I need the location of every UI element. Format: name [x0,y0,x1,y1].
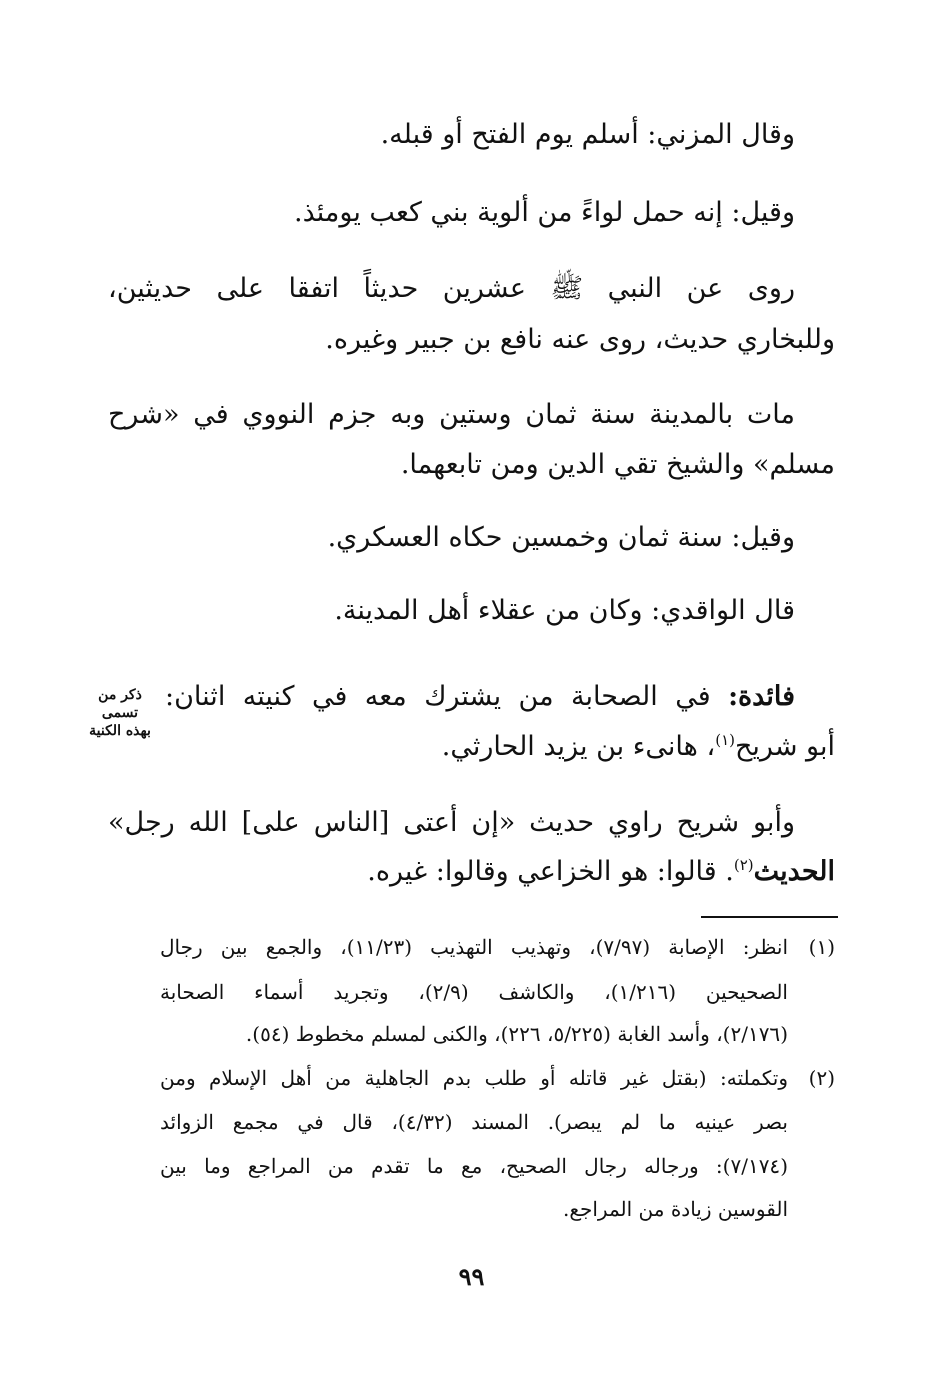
body-line-5: مات بالمدينة سنة ثمان وستين وبه جزم النووي في «شرح [108,399,795,430]
body-line-4: وللبخاري حديث، روى عنه نافع بن جبير وغيره. [325,324,835,355]
benefit-label: فائدة: [728,681,795,712]
footnote-1-line-2: الصحيحين (١/٢١٦)، والكاشف (٢/٩)، وتجريد أسماء الصحابة [160,980,788,1004]
footnote-2-number: (٢) [808,1066,835,1090]
body-line-10 [442,730,835,764]
body-line-10-rest: ، هانىء بن يزيد الحارثي. [441,731,716,762]
footnote-2-line-2: بصر عينيه ما لم يبصر). المسند (٤/٣٢)، قال في مجمع الزوائد [160,1110,788,1134]
body-line-12-rest: . قالوا: هو الخزاعي وقالوا: غيره. [367,856,734,887]
footnote-ref-2: (٢) [733,856,754,874]
page-number: ٩٩ [458,1262,485,1291]
body-line-1: وقال المزني: أسلم يوم الفتح أو قبله. [380,119,795,150]
body-line-9 [165,680,795,714]
margin-note-line-2: بهذه الكنية [89,723,151,739]
body-line-2: وقيل: إنه حمل لواءً من ألوية بني كعب يومئذ. [294,197,795,228]
body-line-6: مسلم» والشيخ تقي الدين ومن تابعهما. [400,449,835,480]
body-line-11: وأبو شريح راوي حديث «إن أعتى [الناس على] الله رجل» [108,807,795,838]
footnote-1-number: (١) [808,935,835,959]
hadith-word: الحديث [753,856,835,887]
body-line-7: وقيل: سنة ثمان وخمسين حكاه العسكري. [327,522,795,553]
footnote-2-line-3: (٧/١٧٤): ورجاله رجال الصحيح، مع ما تقدم من المراجع وما بين [160,1154,788,1178]
margin-note-line-1: ذكر من تسمى [98,687,142,721]
footnote-2-line-1: وتكملته: (بقتل غير قاتله أو طلب بدم الجاهلية من أهل الإسلام ومن [160,1066,788,1090]
margin-note [78,686,162,740]
footnote-1-line-3: (٢/١٧٦)، وأسد الغابة (٥/٢٢٥، ٢٢٦)، والكنى لمسلم مخطوط (٥٤). [245,1022,788,1046]
abu-shurayh-name: أبو شريح [734,731,835,762]
benefit-text: في الصحابة من يشترك معه في كنيته اثنان: [165,681,729,712]
footnote-separator [701,916,838,918]
footnote-ref-1: (١) [715,731,735,749]
body-line-12 [367,855,835,889]
body-line-8: قال الواقدي: وكان من عقلاء أهل المدينة. [334,595,795,626]
body-line-3: روى عن النبي ﷺ عشرين حديثاً اتفقا على حديثين، [108,273,795,304]
footnote-1-line-1: انظر: الإصابة (٧/٩٧)، وتهذيب التهذيب (١١/٢٣)، والجمع بين رجال [160,935,788,959]
footnote-2-line-4: القوسين زيادة من المراجع. [563,1197,788,1221]
